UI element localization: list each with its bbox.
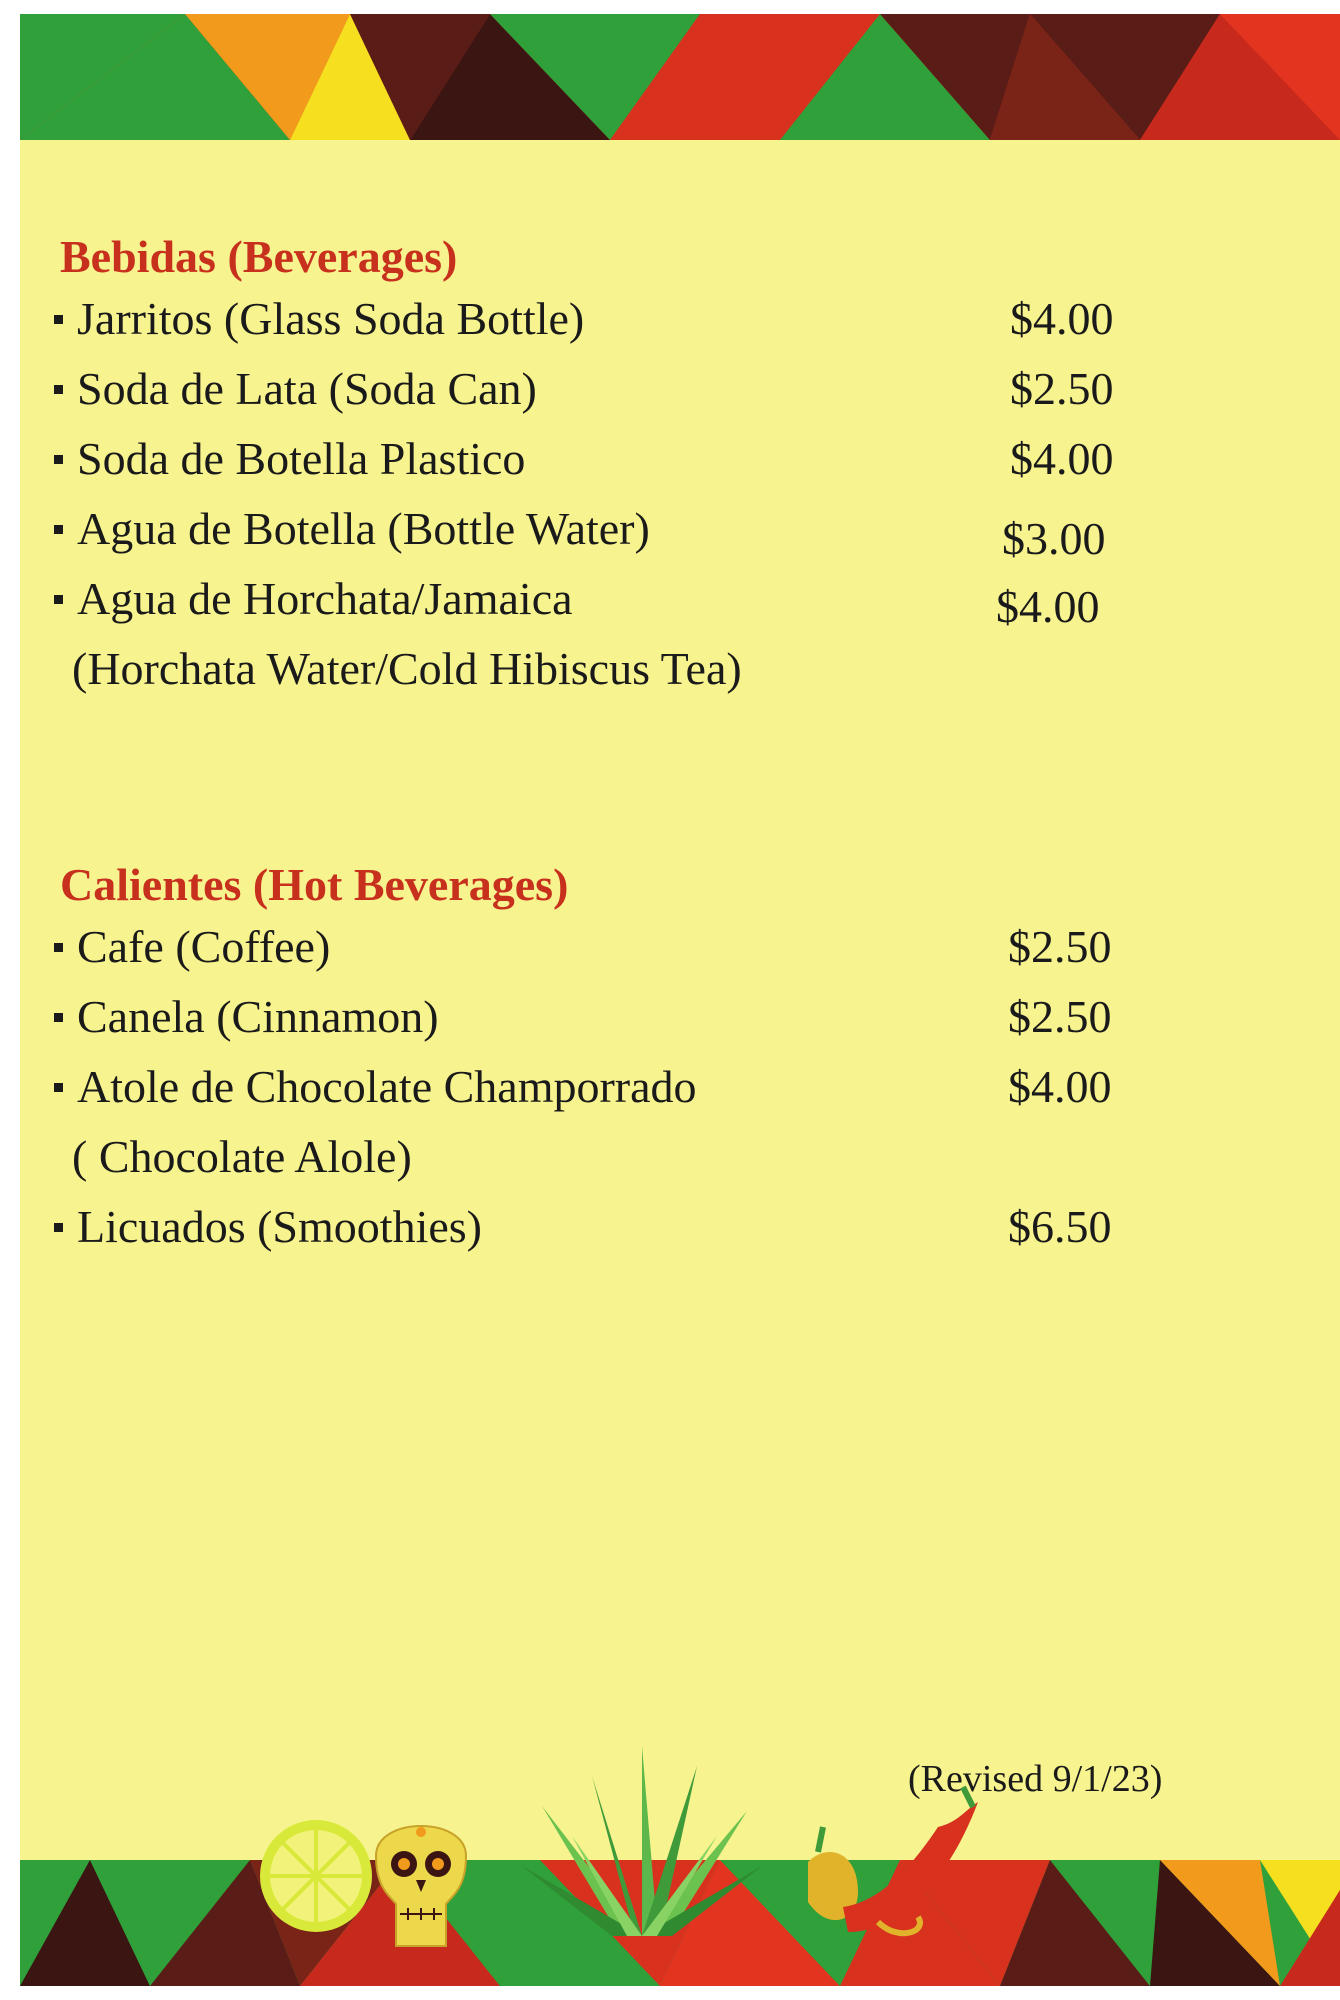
item-name: Agua de Botella (Bottle Water) <box>77 503 650 554</box>
item-price: $2.50 <box>1008 991 1112 1042</box>
menu-item <box>50 363 1150 414</box>
section-title-bebidas: Bebidas (Beverages) <box>60 231 458 282</box>
item-name: Licuados (Smoothies) <box>77 1201 482 1252</box>
bullet-icon <box>54 1083 63 1092</box>
bullet-icon <box>54 943 63 952</box>
lime-icon <box>256 1816 376 1936</box>
revised-note: (Revised 9/1/23) <box>908 1758 1163 1800</box>
bullet-icon <box>54 1223 63 1232</box>
sugar-skull-icon <box>366 1796 476 1956</box>
bullet-icon <box>54 455 63 464</box>
item-name: Jarritos (Glass Soda Bottle) <box>77 293 585 344</box>
item-price: $4.00 <box>1010 433 1114 484</box>
menu-page <box>20 14 1340 1986</box>
agave-icon <box>522 1736 762 1936</box>
bullet-icon <box>54 1013 63 1022</box>
item-subtext: (Horchata Water/Cold Hibiscus Tea) <box>72 643 742 694</box>
item-price: $6.50 <box>1008 1201 1112 1252</box>
bullet-icon <box>54 595 63 604</box>
item-name: Cafe (Coffee) <box>77 921 331 972</box>
chili-pepper-icon <box>788 1782 988 1952</box>
item-price: $4.00 <box>1008 1061 1112 1112</box>
item-price: $3.00 <box>1002 513 1106 564</box>
menu-item <box>50 1061 1150 1112</box>
item-price: $2.50 <box>1008 921 1112 972</box>
item-name: Agua de Horchata/Jamaica <box>77 573 573 624</box>
menu-item <box>50 1201 1150 1252</box>
item-price: $4.00 <box>996 581 1100 632</box>
item-price: $4.00 <box>1010 293 1114 344</box>
section-title-calientes: Calientes (Hot Beverages) <box>60 859 569 910</box>
top-geometric-banner <box>20 14 1340 140</box>
item-name: Atole de Chocolate Champorrado <box>77 1061 697 1112</box>
menu-item <box>50 921 1150 972</box>
item-subtext: ( Chocolate Alole) <box>72 1131 412 1182</box>
bullet-icon <box>54 385 63 394</box>
menu-item <box>50 293 1150 344</box>
bullet-icon <box>54 315 63 324</box>
item-name: Canela (Cinnamon) <box>77 991 439 1042</box>
item-name: Soda de Botella Plastico <box>77 433 526 484</box>
item-name: Soda de Lata (Soda Can) <box>77 363 537 414</box>
item-price: $2.50 <box>1010 363 1114 414</box>
menu-item <box>50 991 1150 1042</box>
menu-item <box>50 433 1150 484</box>
menu-item <box>50 573 1150 624</box>
menu-item <box>50 503 1150 554</box>
bullet-icon <box>54 525 63 534</box>
